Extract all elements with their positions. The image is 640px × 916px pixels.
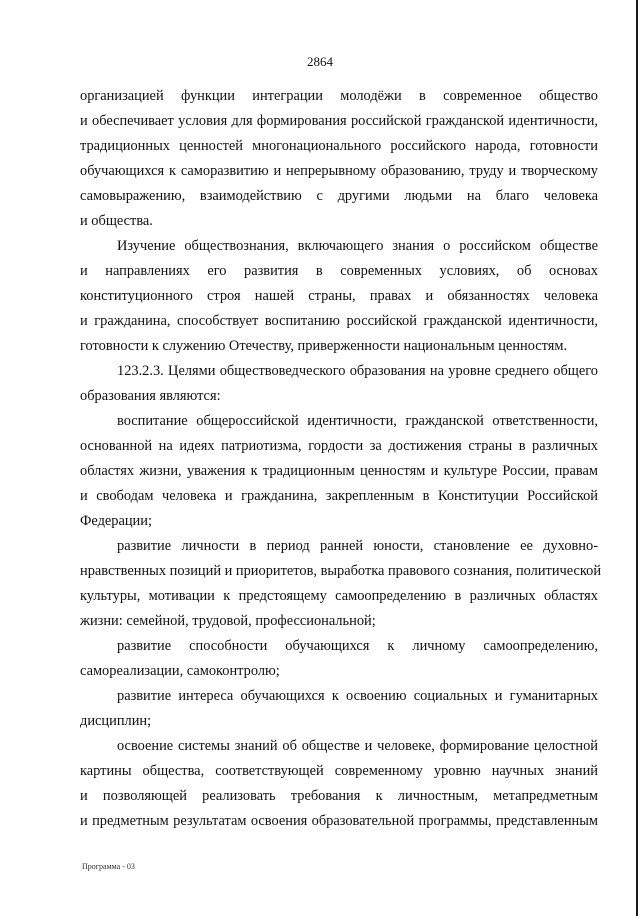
text-line: и обеспечивает условия для формирования российской гражданской идентичности, <box>80 113 598 129</box>
text-line: Изучение обществознания, включающего знания о российском обществе <box>117 238 598 254</box>
text-line: развитие способности обучающихся к личному самоопределению, <box>117 638 598 654</box>
text-line: и общества. <box>80 213 153 229</box>
text-line: нравственных позиций и приоритетов, выработка правового сознания, политической <box>80 563 602 579</box>
text-line: и предметным результатам освоения образовательной программы, представленным <box>80 813 598 829</box>
text-line: развитие личности в период ранней юности, становление ее духовно- <box>117 538 598 554</box>
text-line: и свободам человека и гражданина, закрепленным в Конституции Российской <box>80 488 598 504</box>
text-line: воспитание общероссийской идентичности, гражданской ответственности, <box>117 413 598 429</box>
page-number: 2864 <box>307 54 333 69</box>
text-line: самовыражению, взаимодействию с другими людьми на благо человека <box>80 188 598 204</box>
text-line: и направлениях его развития в современных условиях, об основах <box>80 263 598 279</box>
footer-note: Программа - 03 <box>82 862 135 871</box>
text-line: картины общества, соответствующей современному уровню научных знаний <box>80 763 598 779</box>
text-line: основанной на идеях патриотизма, гордости за достижения страны в различных <box>80 438 598 454</box>
text-line: жизни: семейной, трудовой, профессиональной; <box>80 613 376 629</box>
text-line: образования являются: <box>80 388 221 404</box>
text-line: и гражданина, способствует воспитанию российской гражданской идентичности, <box>80 313 598 329</box>
text-line: областях жизни, уважения к традиционным ценностям и культуре России, правам <box>80 463 598 479</box>
text-line: 123.2.3. Целями обществоведческого образования на уровне среднего общего <box>117 363 598 379</box>
text-line: и позволяющей реализовать требования к личностным, метапредметным <box>80 788 598 804</box>
text-line: развитие интереса обучающихся к освоению социальных и гуманитарных <box>117 688 598 704</box>
scan-edge-line <box>636 0 638 916</box>
text-line: культуры, мотивации к предстоящему самоопределению в различных областях <box>80 588 598 604</box>
text-line: дисциплин; <box>80 713 152 729</box>
text-line: традиционных ценностей многонационального российского народа, готовности <box>80 138 598 154</box>
text-line: Федерации; <box>80 513 152 529</box>
text-line: освоение системы знаний об обществе и человеке, формирование целостной <box>117 738 598 754</box>
text-line: самореализации, самоконтролю; <box>80 663 280 679</box>
text-line: конституционного строя нашей страны, правах и обязанностях человека <box>80 288 598 304</box>
text-line: обучающихся к саморазвитию и непрерывному образованию, труду и творческому <box>80 163 598 179</box>
text-line: организацией функции интеграции молодёжи в современное общество <box>80 88 598 104</box>
text-line: готовности к служению Отечеству, приверженности национальным ценностям. <box>80 338 568 354</box>
